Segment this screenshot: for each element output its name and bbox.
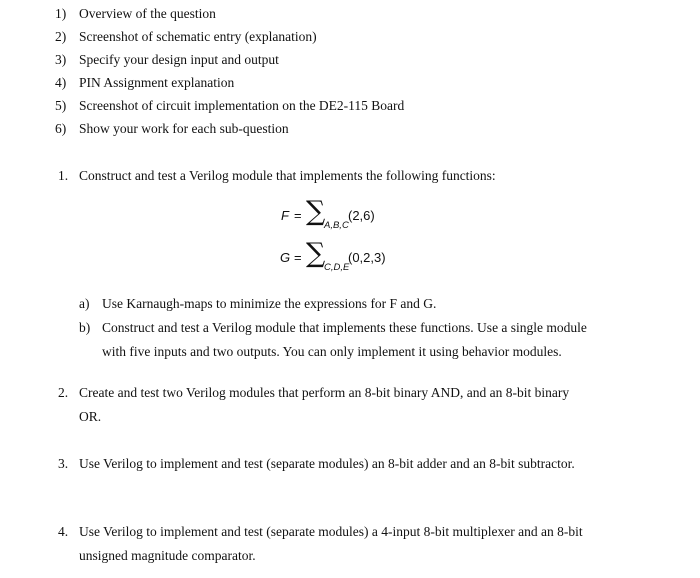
question-4-number: 4. — [58, 524, 69, 539]
requirement-4-text: PIN Assignment explanation — [79, 75, 235, 90]
requirement-2-number: 2) — [55, 29, 67, 44]
equation-f — [281, 196, 441, 236]
question-4-line-2: unsigned magnitude comparator. — [79, 548, 256, 563]
requirement-4-number: 4) — [55, 75, 67, 90]
question-3-number: 3. — [58, 456, 69, 471]
equation-g-minterms: (0,2,3) — [348, 250, 386, 265]
question-1-text: Construct and test a Verilog module that implements the following functions: — [79, 168, 496, 183]
question-2-line-1: Create and test two Verilog modules that perform an 8-bit binary AND, and an 8-bit binary — [79, 385, 570, 400]
requirement-5-number: 5) — [55, 98, 67, 113]
equation-g-sigma: ∑ — [306, 238, 326, 269]
question-2-line-2: OR. — [79, 409, 102, 424]
requirement-1-text: Overview of the question — [79, 6, 216, 21]
question-3-text: Use Verilog to implement and test (separate modules) an 8-bit adder and an 8-bit subtractor. — [79, 456, 575, 471]
subquestion-b-line-1: Construct and test a Verilog module that implements these functions. Use a single module — [102, 320, 587, 335]
equation-g-lhs: G — [280, 250, 291, 265]
requirement-2-text: Screenshot of schematic entry (explanation) — [79, 29, 317, 44]
requirement-5-text: Screenshot of circuit implementation on the DE2-115 Board — [79, 98, 405, 113]
question-1-number: 1. — [58, 168, 69, 183]
equation-f-sigma: ∑ — [306, 196, 326, 227]
subquestion-b-letter: b) — [79, 320, 91, 335]
subquestion-a-letter: a) — [79, 296, 90, 311]
question-2-number: 2. — [58, 385, 69, 400]
equation-f-minterms: (2,6) — [348, 208, 375, 223]
requirement-3-number: 3) — [55, 52, 67, 67]
requirement-3-text: Specify your design input and output — [79, 52, 279, 67]
question-4-line-1: Use Verilog to implement and test (separate modules) a 4-input 8-bit multiplexer and an 8-bit — [79, 524, 583, 539]
equation-f-subscript: A,B,C — [324, 220, 349, 231]
requirement-6-text: Show your work for each sub-question — [79, 121, 289, 136]
equation-g-subscript: C,D,E — [324, 262, 350, 273]
subquestion-b-line-2: with five inputs and two outputs. You can only implement it using behavior modules. — [102, 344, 562, 359]
requirement-6-number: 6) — [55, 121, 67, 136]
equation-g — [280, 238, 440, 278]
equation-f-lhs: F — [281, 208, 289, 223]
requirement-1-number: 1) — [55, 6, 67, 21]
equation-f-equals: = — [294, 208, 302, 223]
subquestion-a-text: Use Karnaugh-maps to minimize the expressions for F and G. — [102, 296, 437, 311]
equation-g-equals: = — [294, 250, 302, 265]
